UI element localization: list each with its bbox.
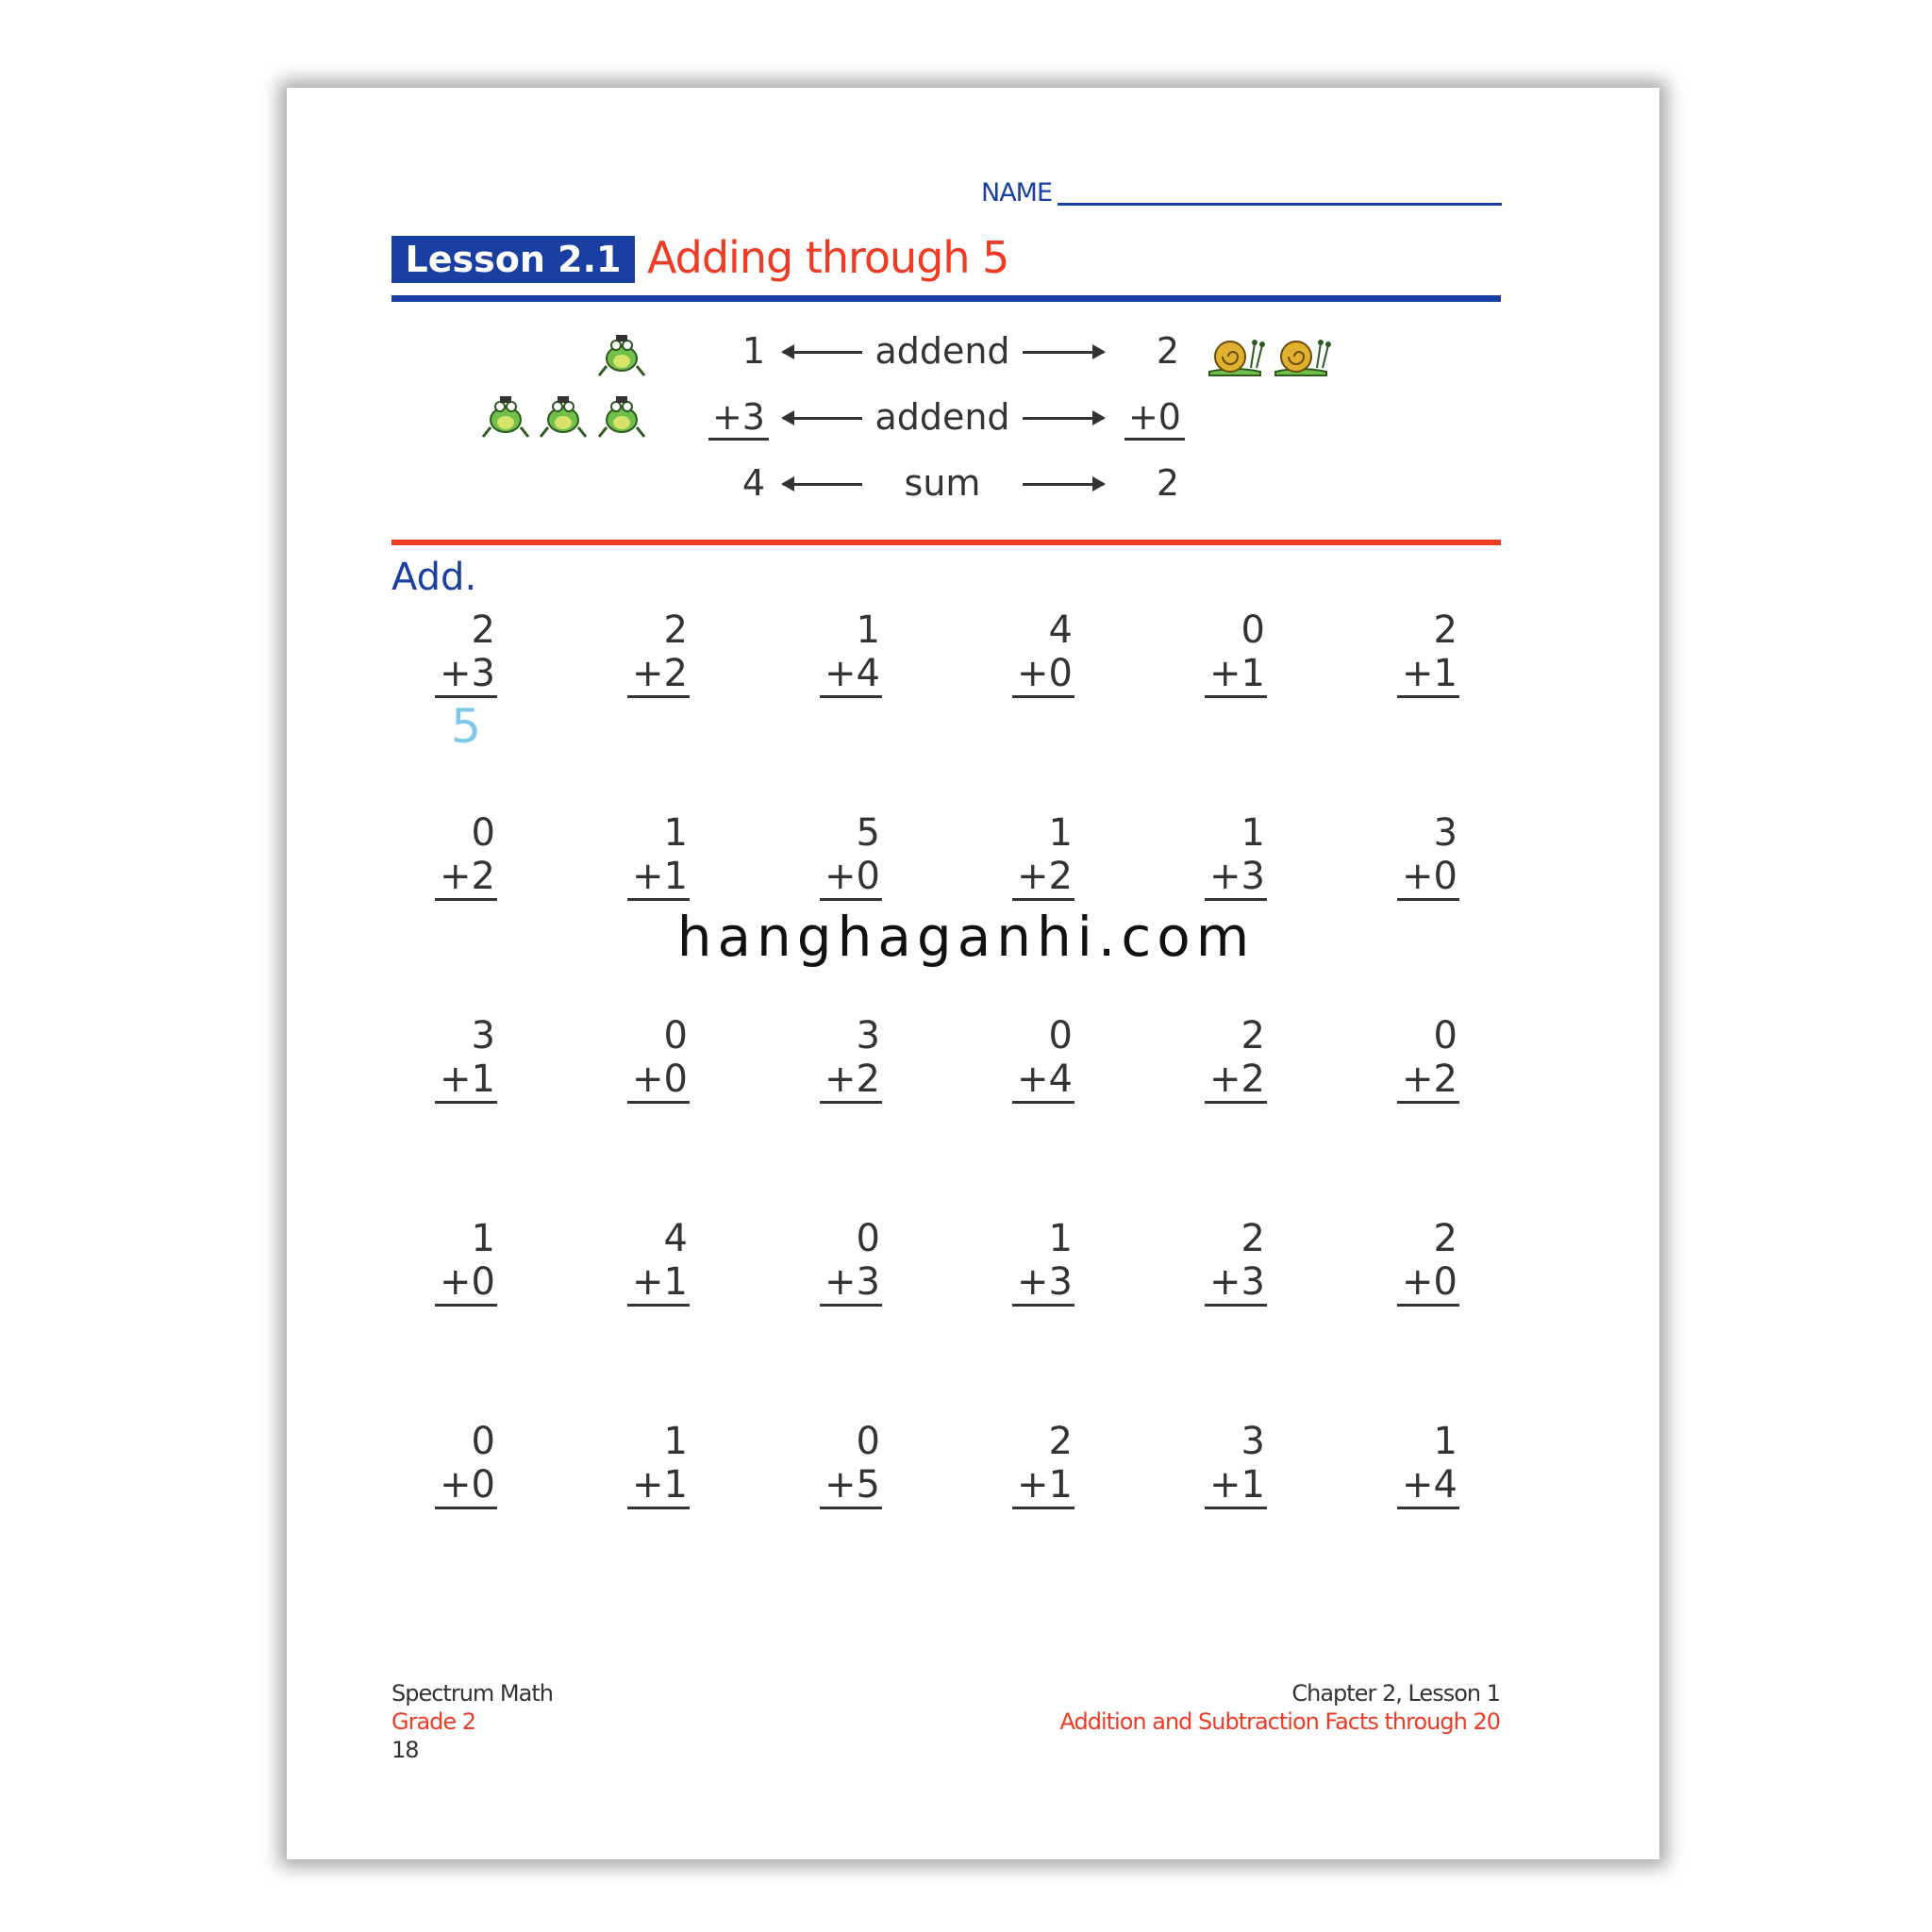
problem-addend-top: 0	[471, 1420, 495, 1463]
example-right-addend-2: +0	[1113, 396, 1185, 438]
problem-addend-bottom: +1	[627, 855, 690, 901]
problem-addend-bottom: +1	[627, 1260, 690, 1307]
problem-addend-bottom: +1	[627, 1463, 690, 1509]
problem-addend-top: 0	[663, 1014, 688, 1058]
problem-addend-bottom: +0	[435, 1463, 497, 1509]
addition-problem	[1205, 811, 1267, 901]
addition-problem	[627, 811, 690, 901]
example-left-addend-1: 1	[741, 330, 765, 372]
addition-problem	[435, 811, 497, 901]
example-left-addend-2: +3	[703, 396, 769, 438]
example-left-sum: 4	[741, 462, 765, 504]
footer-topic: Addition and Subtraction Facts through 20	[1059, 1708, 1500, 1735]
addition-problem	[1205, 608, 1267, 698]
footer-page-number: 18	[391, 1737, 419, 1763]
problem-answer: 5	[451, 699, 481, 754]
problem-addend-bottom: +1	[435, 1058, 497, 1104]
problem-addend-top: 2	[1048, 1420, 1073, 1463]
problem-addend-bottom: +0	[627, 1058, 690, 1104]
problem-addend-bottom: +3	[1205, 1260, 1267, 1307]
arrow-left-icon	[783, 417, 862, 420]
arrow-right-icon	[1023, 417, 1104, 420]
example-right-sum: 2	[1156, 462, 1179, 504]
problem-addend-bottom: +2	[435, 855, 497, 901]
arrow-right-icon	[1023, 351, 1104, 354]
problem-addend-top: 0	[1433, 1014, 1457, 1058]
footer-grade: Grade 2	[391, 1708, 476, 1735]
problem-addend-bottom: +1	[1205, 652, 1267, 698]
addition-problem	[627, 608, 690, 698]
lesson-title: Adding through 5	[647, 232, 1009, 283]
example-right-addend-1: 2	[1156, 330, 1179, 372]
problem-addend-top: 4	[1048, 608, 1073, 652]
problem-addend-top: 0	[856, 1420, 880, 1463]
frog-icon	[539, 391, 588, 441]
problem-addend-top: 2	[1241, 1014, 1265, 1058]
problem-addend-top: 2	[471, 608, 495, 652]
addition-problem	[820, 608, 882, 698]
problem-addend-top: 3	[856, 1014, 880, 1058]
addition-problem	[1205, 1217, 1267, 1307]
frog-icon	[597, 330, 646, 379]
problem-addend-bottom: +3	[820, 1260, 882, 1307]
footer-book: Spectrum Math	[391, 1680, 553, 1707]
addition-problem	[627, 1014, 690, 1104]
lesson-badge: Lesson 2.1	[391, 236, 635, 283]
problem-addend-bottom: +3	[1205, 855, 1267, 901]
addition-problem	[1397, 608, 1459, 698]
problem-addend-top: 1	[663, 1420, 688, 1463]
problem-addend-top: 0	[1241, 608, 1265, 652]
addition-problem	[435, 608, 497, 755]
addition-problem	[820, 1420, 882, 1509]
section-divider	[391, 540, 1501, 545]
arrow-left-icon	[783, 351, 862, 354]
problem-addend-bottom: +4	[1397, 1463, 1459, 1509]
addition-problem	[1012, 811, 1074, 901]
addition-problem	[1397, 1420, 1459, 1509]
addition-problem	[1012, 1420, 1074, 1509]
footer-right	[1060, 1679, 1501, 1736]
problem-addend-bottom: +2	[627, 652, 690, 698]
problem-addend-bottom: +0	[1397, 855, 1459, 901]
problem-addend-bottom: +5	[820, 1463, 882, 1509]
problem-addend-top: 1	[471, 1217, 495, 1260]
name-label: NAME	[981, 178, 1053, 208]
addition-problem	[435, 1420, 497, 1509]
addition-problem	[1397, 1014, 1459, 1104]
arrow-right-icon	[1023, 483, 1104, 486]
frog-icon	[481, 391, 530, 441]
problem-addend-top: 1	[1048, 811, 1073, 855]
problem-addend-top: 3	[1241, 1420, 1265, 1463]
addition-problem	[1397, 811, 1459, 901]
problem-addend-bottom: +0	[435, 1260, 497, 1307]
problem-addend-bottom: +2	[1205, 1058, 1267, 1104]
problem-addend-top: 0	[856, 1217, 880, 1260]
problem-addend-bottom: +3	[1012, 1260, 1074, 1307]
problem-addend-top: 1	[1048, 1217, 1073, 1260]
problem-addend-top: 0	[1048, 1014, 1073, 1058]
problem-addend-top: 1	[856, 608, 880, 652]
addition-problem	[1397, 1217, 1459, 1307]
problem-addend-top: 3	[471, 1014, 495, 1058]
problem-addend-bottom: +1	[1397, 652, 1459, 698]
addition-problem	[1205, 1420, 1267, 1509]
arrow-left-icon	[783, 483, 862, 486]
problem-addend-top: 4	[663, 1217, 688, 1260]
sum-label: sum	[904, 462, 981, 504]
addition-problem	[1012, 608, 1074, 698]
problem-addend-top: 0	[471, 811, 495, 855]
addition-problem	[820, 1014, 882, 1104]
addition-problem	[435, 1217, 497, 1307]
addition-problem	[1205, 1014, 1267, 1104]
problem-addend-top: 1	[1241, 811, 1265, 855]
problem-addend-top: 2	[1433, 608, 1457, 652]
addition-problem	[1012, 1217, 1074, 1307]
problem-addend-top: 1	[1433, 1420, 1457, 1463]
addend-label: addend	[874, 330, 1010, 372]
instruction-label: Add.	[391, 556, 477, 599]
frog-icon	[597, 391, 646, 441]
problem-addend-bottom: +2	[1397, 1058, 1459, 1104]
header-divider	[391, 295, 1501, 302]
problem-addend-bottom: +3	[435, 652, 497, 698]
addend-label: addend	[874, 396, 1010, 438]
problem-addend-bottom: +4	[1012, 1058, 1074, 1104]
addition-problem	[435, 1014, 497, 1104]
problem-addend-top: 3	[1433, 811, 1457, 855]
problem-addend-bottom: +4	[820, 652, 882, 698]
name-line	[1058, 186, 1502, 206]
addition-problem	[627, 1420, 690, 1509]
problem-addend-top: 5	[856, 811, 880, 855]
addition-problem	[1012, 1014, 1074, 1104]
name-field	[981, 177, 1502, 206]
addition-problem	[820, 811, 882, 901]
addition-problem	[627, 1217, 690, 1307]
problem-addend-bottom: +2	[820, 1058, 882, 1104]
problem-addend-top: 1	[663, 811, 688, 855]
problem-addend-bottom: +0	[1397, 1260, 1459, 1307]
snail-icon	[1206, 332, 1266, 377]
footer-chapter: Chapter 2, Lesson 1	[1291, 1680, 1500, 1707]
problem-addend-bottom: +1	[1205, 1463, 1267, 1509]
problem-addend-bottom: +2	[1012, 855, 1074, 901]
problem-addend-bottom: +0	[1012, 652, 1074, 698]
snail-icon	[1272, 332, 1332, 377]
problem-addend-bottom: +1	[1012, 1463, 1074, 1509]
problem-addend-bottom: +0	[820, 855, 882, 901]
watermark: hanghaganhi.com	[676, 905, 1256, 969]
addition-problem	[820, 1217, 882, 1307]
problem-addend-top: 2	[1433, 1217, 1457, 1260]
problem-addend-top: 2	[663, 608, 688, 652]
problem-addend-top: 2	[1241, 1217, 1265, 1260]
footer-left	[391, 1679, 553, 1764]
